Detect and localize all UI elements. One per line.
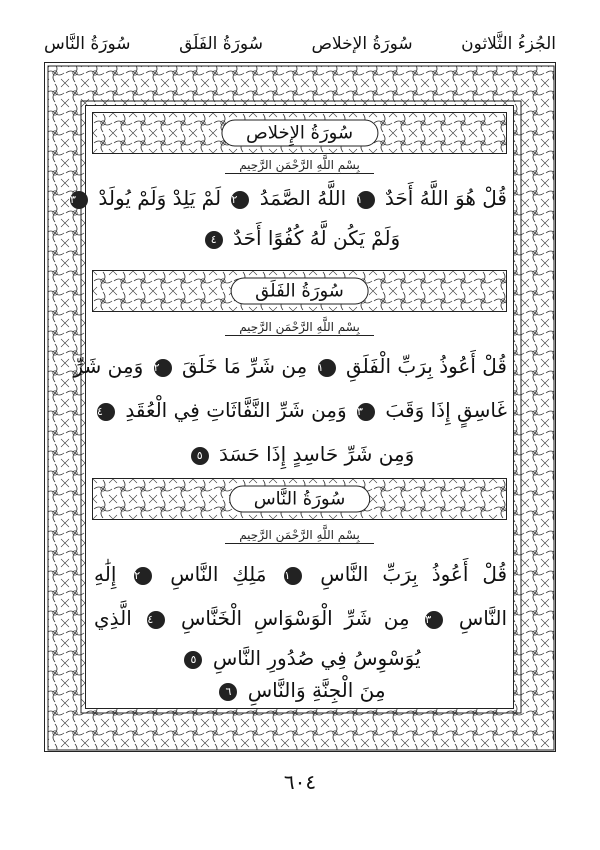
page-number: ٦٠٤: [283, 770, 317, 794]
verse-line: [94, 562, 507, 586]
text-panel: [70, 105, 514, 709]
verse-text: قُلْ هُوَ اللَّهُ أَحَدٌ: [384, 186, 507, 210]
verse-marker: ١: [284, 567, 302, 585]
header-surah-falaq: سُورَةُ الفَلَق: [179, 34, 263, 54]
verse-marker: ٢: [134, 567, 152, 585]
verse-text: قُلْ أَعُوذُ بِرَبِّ النَّاسِ: [320, 562, 508, 586]
verse-text: وَمِن شَرِّ: [73, 354, 144, 378]
verse-text: وَمِن شَرِّ النَّفَّاثَاتِ فِي الْعُقَدِ: [125, 398, 347, 422]
basmala-text: بِسْمِ اللَّهِ الرَّحْمَنِ الرَّحِيمِ: [225, 528, 374, 544]
verse-marker: ٤: [147, 611, 165, 629]
surah-name-nas: سُورَةُ النَّاس: [229, 486, 371, 513]
verse-text: قُلْ أَعُوذُ بِرَبِّ الْفَلَقِ: [345, 354, 507, 378]
surah-header-ikhlas: [92, 112, 507, 154]
verse-line: [94, 646, 507, 670]
verse-text: اللَّهُ الصَّمَدُ: [259, 186, 347, 210]
verse-marker: ٥: [191, 447, 209, 465]
verse-marker: ٢: [154, 359, 172, 377]
verse-marker: ٤: [205, 231, 223, 249]
verse-line: [94, 606, 507, 630]
basmala-falaq: [86, 320, 513, 336]
ornamental-frame: [44, 62, 556, 752]
verse-line: [94, 442, 507, 466]
verse-text: مَلِكِ النَّاسِ: [170, 562, 267, 586]
verse-text: إِلَٰهِ: [94, 562, 117, 586]
verse-text: وَمِن شَرِّ حَاسِدٍ إِذَا حَسَدَ: [219, 442, 415, 466]
verse-text: مِنَ الْجِنَّةِ وَالنَّاسِ: [247, 678, 386, 702]
verse-line: [94, 678, 507, 702]
verse-line: [73, 354, 507, 378]
basmala-ikhlas: [86, 158, 513, 174]
page-header: [44, 28, 556, 60]
basmala-nas: [86, 528, 513, 544]
verse-line: [70, 186, 507, 210]
juz-title: الجُزءُ الثَّلاثون: [461, 34, 556, 54]
verse-text: وَلَمْ يَكُن لَّهُ كُفُوًا أَحَدٌ: [233, 226, 401, 250]
verse-marker: ١: [318, 359, 336, 377]
verse-text: يُوَسْوِسُ فِي صُدُورِ النَّاسِ: [212, 646, 421, 670]
surah-header-nas: [92, 478, 507, 520]
verse-text: النَّاسِ: [458, 606, 508, 630]
surah-name-ikhlas: سُورَةُ الإِخلاص: [221, 120, 378, 147]
surah-header-falaq: [92, 270, 507, 312]
verse-text: لَمْ يَلِدْ وَلَمْ يُولَدْ: [98, 186, 222, 210]
verse-marker: ٤: [97, 403, 115, 421]
basmala-text: بِسْمِ اللَّهِ الرَّحْمَنِ الرَّحِيمِ: [225, 158, 374, 174]
verse-marker: ٣: [70, 191, 88, 209]
verse-line: [94, 226, 507, 250]
verse-marker: ٣: [425, 611, 443, 629]
basmala-text: بِسْمِ اللَّهِ الرَّحْمَنِ الرَّحِيمِ: [225, 320, 374, 336]
verse-marker: ٦: [219, 683, 237, 701]
verse-line: [94, 398, 507, 422]
verse-text: مِن شَرِّ الْوَسْوَاسِ الْخَنَّاسِ: [181, 606, 410, 630]
verse-marker: ٣: [357, 403, 375, 421]
verse-marker: ١: [357, 191, 375, 209]
header-surah-nas: سُورَةُ النَّاس: [44, 34, 131, 54]
verse-marker: ٢: [231, 191, 249, 209]
verse-text: مِن شَرِّ مَا خَلَقَ: [181, 354, 308, 378]
verse-marker: ٥: [184, 651, 202, 669]
surah-name-falaq: سُورَةُ الفَلَق: [230, 278, 369, 305]
header-surah-ikhlas: سُورَةُ الإخلاص: [311, 34, 413, 54]
verse-text: غَاسِقٍ إِذَا وَقَبَ: [385, 398, 507, 422]
verse-text: الَّذِي: [94, 606, 132, 630]
